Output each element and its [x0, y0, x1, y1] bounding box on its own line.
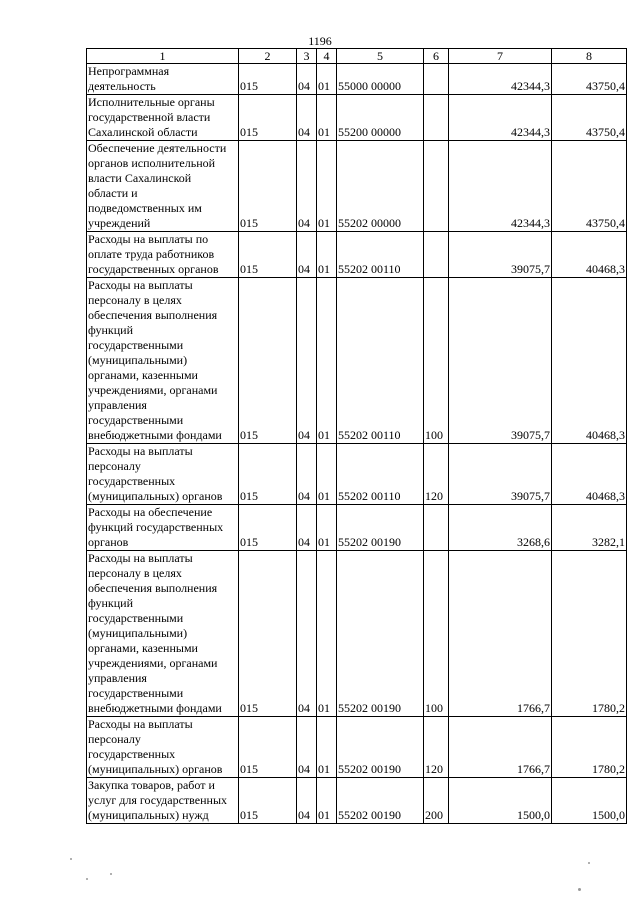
section-code: 04	[297, 551, 317, 717]
description-line: области и	[88, 186, 138, 200]
ministry-code: 015	[239, 551, 297, 717]
table-row	[87, 141, 627, 232]
description-line: услуг для государственных	[88, 793, 228, 807]
subsection-code: 01	[317, 551, 337, 717]
subsection-code: 01	[317, 444, 337, 505]
expense-type-code	[424, 95, 449, 141]
description-line: (муниципальными)	[88, 353, 188, 367]
column-number: 5	[337, 49, 424, 64]
description-line: Непрограммная	[88, 64, 170, 78]
amount-col-7: 42344,3	[449, 64, 552, 95]
description-line: внебюджетными фондами	[88, 701, 222, 715]
ministry-code: 015	[239, 717, 297, 778]
expense-type-code	[424, 505, 449, 551]
row-description	[87, 778, 239, 824]
description-line: государственными	[88, 611, 184, 625]
section-code: 04	[297, 778, 317, 824]
subsection-code: 01	[317, 278, 337, 444]
target-article-code: 55202 00190	[337, 717, 424, 778]
row-description	[87, 232, 239, 278]
subsection-code: 01	[317, 717, 337, 778]
ministry-code: 015	[239, 444, 297, 505]
description-line: Расходы на выплаты	[88, 444, 193, 458]
description-line: государственных	[88, 474, 176, 488]
description-line: государственными	[88, 338, 184, 352]
description-line: функций	[88, 323, 133, 337]
description-line: обеспечения выполнения	[88, 308, 218, 322]
description-line: государственной власти	[88, 110, 211, 124]
description-line: (муниципальными)	[88, 626, 188, 640]
description-line: (муниципальных) органов	[88, 762, 223, 776]
section-code: 04	[297, 717, 317, 778]
amount-col-8: 40468,3	[552, 232, 627, 278]
row-description	[87, 444, 239, 505]
budget-table	[86, 48, 627, 824]
section-code: 04	[297, 505, 317, 551]
amount-col-7: 1766,7	[449, 551, 552, 717]
amount-col-8: 43750,4	[552, 141, 627, 232]
description-line: обеспечения выполнения	[88, 581, 218, 595]
target-article-code: 55202 00190	[337, 778, 424, 824]
column-number: 8	[552, 49, 627, 64]
description-line: органами, казенными	[88, 641, 198, 655]
description-line: Исполнительные органы	[88, 95, 215, 109]
row-description	[87, 64, 239, 95]
table-row	[87, 778, 627, 824]
target-article-code: 55202 00000	[337, 141, 424, 232]
table-row	[87, 95, 627, 141]
table-row	[87, 64, 627, 95]
description-line: Расходы на выплаты	[88, 278, 193, 292]
column-number: 1	[87, 49, 239, 64]
column-number: 2	[239, 49, 297, 64]
expense-type-code	[424, 232, 449, 278]
description-line: учреждениями, органами	[88, 383, 218, 397]
row-description	[87, 95, 239, 141]
description-line: (муниципальных) органов	[88, 489, 223, 503]
subsection-code: 01	[317, 95, 337, 141]
row-description	[87, 717, 239, 778]
target-article-code: 55202 00190	[337, 505, 424, 551]
description-line: государственными	[88, 686, 184, 700]
target-article-code: 55202 00110	[337, 232, 424, 278]
amount-col-7: 39075,7	[449, 444, 552, 505]
ministry-code: 015	[239, 95, 297, 141]
column-number: 4	[317, 49, 337, 64]
description-line: органов	[88, 535, 129, 549]
description-line: управления	[88, 671, 147, 685]
amount-col-7: 42344,3	[449, 141, 552, 232]
column-number: 7	[449, 49, 552, 64]
ministry-code: 015	[239, 232, 297, 278]
expense-type-code: 120	[424, 444, 449, 505]
page-number: 1196	[308, 34, 332, 48]
target-article-code: 55202 00190	[337, 551, 424, 717]
column-number: 3	[297, 49, 317, 64]
ministry-code: 015	[239, 64, 297, 95]
description-line: учреждениями, органами	[88, 656, 218, 670]
description-line: Расходы на выплаты	[88, 717, 193, 731]
description-line: государственными	[88, 413, 184, 427]
description-line: персоналу в целях	[88, 293, 182, 307]
subsection-code: 01	[317, 778, 337, 824]
description-line: (муниципальных) нужд	[88, 808, 209, 822]
target-article-code: 55000 00000	[337, 64, 424, 95]
amount-col-8: 40468,3	[552, 278, 627, 444]
description-line: управления	[88, 398, 147, 412]
amount-col-8: 3282,1	[552, 505, 627, 551]
amount-col-8: 43750,4	[552, 64, 627, 95]
column-number: 6	[424, 49, 449, 64]
amount-col-8: 1500,0	[552, 778, 627, 824]
row-description	[87, 141, 239, 232]
scan-speck	[70, 858, 72, 860]
amount-col-7: 3268,6	[449, 505, 552, 551]
table-row	[87, 505, 627, 551]
table-row	[87, 278, 627, 444]
description-line: оплате труда работников	[88, 247, 215, 261]
description-line: государственных	[88, 747, 176, 761]
section-code: 04	[297, 232, 317, 278]
description-line: внебюджетными фондами	[88, 428, 222, 442]
subsection-code: 01	[317, 141, 337, 232]
row-description	[87, 505, 239, 551]
description-line: Сахалинской области	[88, 125, 198, 139]
subsection-code: 01	[317, 232, 337, 278]
expense-type-code	[424, 141, 449, 232]
description-line: функций государственных	[88, 520, 224, 534]
section-code: 04	[297, 278, 317, 444]
row-description	[87, 551, 239, 717]
target-article-code: 55200 00000	[337, 95, 424, 141]
target-article-code: 55202 00110	[337, 444, 424, 505]
scan-speck	[588, 862, 590, 864]
scan-speck	[110, 873, 112, 875]
scan-speck	[578, 888, 581, 891]
column-number-row	[87, 49, 627, 64]
expense-type-code: 100	[424, 278, 449, 444]
row-description	[87, 278, 239, 444]
description-line: подведомственных им	[88, 201, 202, 215]
description-line: государственных органов	[88, 262, 219, 276]
target-article-code: 55202 00110	[337, 278, 424, 444]
description-line: деятельность	[88, 79, 156, 93]
table-row	[87, 551, 627, 717]
description-line: Обеспечение деятельности	[88, 141, 227, 155]
subsection-code: 01	[317, 505, 337, 551]
ministry-code: 015	[239, 778, 297, 824]
description-line: персоналу	[88, 459, 141, 473]
amount-col-7: 39075,7	[449, 278, 552, 444]
expense-type-code: 120	[424, 717, 449, 778]
description-line: Закупка товаров, работ и	[88, 778, 215, 792]
description-line: Расходы на выплаты по	[88, 232, 209, 246]
description-line: Расходы на выплаты	[88, 551, 193, 565]
table-row	[87, 232, 627, 278]
expense-type-code: 100	[424, 551, 449, 717]
ministry-code: 015	[239, 505, 297, 551]
description-line: функций	[88, 596, 133, 610]
amount-col-8: 1780,2	[552, 551, 627, 717]
description-line: Расходы на обеспечение	[88, 505, 213, 519]
amount-col-8: 40468,3	[552, 444, 627, 505]
amount-col-7: 1500,0	[449, 778, 552, 824]
amount-col-7: 42344,3	[449, 95, 552, 141]
subsection-code: 01	[317, 64, 337, 95]
section-code: 04	[297, 141, 317, 232]
amount-col-7: 1766,7	[449, 717, 552, 778]
ministry-code: 015	[239, 278, 297, 444]
description-line: власти Сахалинской	[88, 171, 192, 185]
table-row	[87, 444, 627, 505]
description-line: учреждений	[88, 216, 151, 230]
section-code: 04	[297, 64, 317, 95]
description-line: персоналу	[88, 732, 141, 746]
description-line: персоналу в целях	[88, 566, 182, 580]
amount-col-7: 39075,7	[449, 232, 552, 278]
expense-type-code	[424, 64, 449, 95]
amount-col-8: 43750,4	[552, 95, 627, 141]
description-line: органами, казенными	[88, 368, 198, 382]
amount-col-8: 1780,2	[552, 717, 627, 778]
section-code: 04	[297, 444, 317, 505]
description-line: органов исполнительной	[88, 156, 216, 170]
scan-speck	[86, 878, 88, 880]
section-code: 04	[297, 95, 317, 141]
table-row	[87, 717, 627, 778]
expense-type-code: 200	[424, 778, 449, 824]
ministry-code: 015	[239, 141, 297, 232]
